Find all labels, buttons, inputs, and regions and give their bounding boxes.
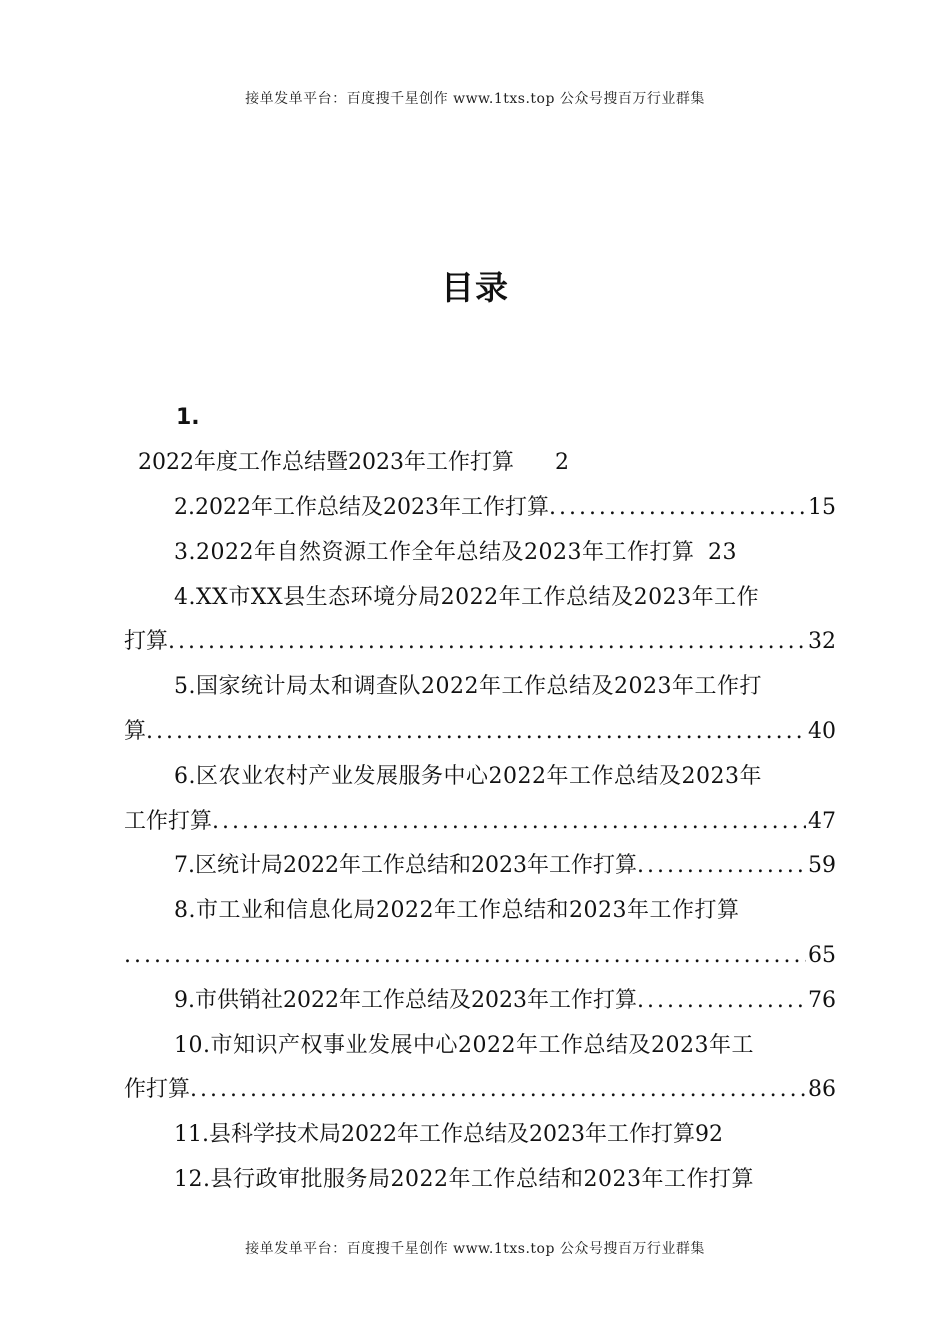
toc-item-3-text: 3.2022年自然资源工作全年总结及2023年工作打算 xyxy=(174,539,695,565)
toc-leader-dots xyxy=(549,486,806,531)
toc-item-5-line-2[interactable] xyxy=(124,710,836,755)
page-title: 目录 xyxy=(441,268,509,307)
toc-item-9[interactable] xyxy=(124,979,836,1024)
toc-leader-dots xyxy=(637,844,806,889)
toc-item-8-text: 8.市工业和信息化局2022年工作总结和2023年工作打算 xyxy=(174,898,740,924)
toc-item-12-text: 12.县行政审批服务局2022年工作总结和2023年工作打算 xyxy=(174,1166,754,1192)
toc-leader-dots xyxy=(212,800,806,845)
toc-item-10-line-1[interactable] xyxy=(124,1024,836,1069)
table-of-contents xyxy=(124,400,836,1203)
toc-item-11[interactable] xyxy=(124,1113,836,1158)
toc-item-6-text-cont: 工作打算 xyxy=(124,808,213,834)
toc-item-2-text: 2.2022年工作总结及2023年工作打算 xyxy=(174,495,549,520)
toc-item-4-line-1[interactable] xyxy=(124,576,836,621)
toc-item-8-line-2[interactable] xyxy=(124,934,836,979)
toc-item-7[interactable] xyxy=(124,844,836,889)
toc-item-5-text: 5.国家统计局太和调查队2022年工作总结及2023年工作打 xyxy=(174,674,762,700)
toc-item-2-page: 15 xyxy=(808,495,836,520)
toc-item-10-text-cont: 作打算 xyxy=(124,1077,191,1103)
toc-item-7-text: 7.区统计局2022年工作总结和2023年工作打算 xyxy=(174,853,637,879)
toc-item-4-text-cont: 打算 xyxy=(124,629,169,655)
toc-item-8-line-1[interactable] xyxy=(124,889,836,934)
toc-item-4-text: 4.XX市XX县生态环境分局2022年工作总结及2023年工作 xyxy=(174,584,760,610)
toc-item-11-page: 92 xyxy=(694,1122,723,1148)
toc-item-2[interactable] xyxy=(124,486,836,531)
toc-item-6-line-2[interactable] xyxy=(124,800,836,845)
toc-item-8-page: 65 xyxy=(808,942,836,968)
toc-leader-dots xyxy=(168,620,806,665)
header-watermark-text: 接单发单平台：百度搜千星创作 www.1txs.top 公众号搜百万行业群集 xyxy=(245,91,705,107)
toc-item-10-line-2[interactable] xyxy=(124,1068,836,1113)
toc-leader-dots xyxy=(146,710,806,755)
toc-item-10-text: 10.市知识产权事业发展中心2022年工作总结及2023年工 xyxy=(174,1032,754,1058)
toc-item-1-text: 2022年度工作总结暨2023年工作打算 xyxy=(138,450,514,475)
toc-item-5-text-cont: 算 xyxy=(124,718,147,744)
toc-item-1[interactable] xyxy=(124,436,836,486)
toc-item-4-line-2[interactable] xyxy=(124,620,836,665)
toc-item-6-line-1[interactable] xyxy=(124,755,836,800)
toc-item-7-page: 59 xyxy=(808,853,836,879)
toc-item-9-page: 76 xyxy=(808,987,836,1013)
toc-item-1-page: 2 xyxy=(554,450,569,475)
toc-item-4-page: 32 xyxy=(808,629,836,655)
toc-item-6-text: 6.区农业农村产业发展服务中心2022年工作总结及2023年 xyxy=(174,763,762,789)
toc-item-5-line-1[interactable] xyxy=(124,665,836,710)
footer-watermark-text: 接单发单平台：百度搜千星创作 www.1txs.top 公众号搜百万行业群集 xyxy=(245,1241,705,1257)
toc-leader-dots xyxy=(124,934,806,979)
toc-item-5-page: 40 xyxy=(808,718,836,744)
toc-item-3-page: 23 xyxy=(707,539,737,565)
toc-item-9-text: 9.市供销社2022年工作总结及2023年工作打算 xyxy=(174,987,637,1013)
toc-item-12[interactable] xyxy=(124,1158,836,1203)
toc-item-11-text: 11.县科学技术局2022年工作总结及2023年工作打算 xyxy=(174,1122,695,1148)
toc-item-3[interactable] xyxy=(124,531,836,576)
toc-item-10-page: 86 xyxy=(808,1077,836,1103)
toc-leader-dots xyxy=(190,1068,806,1113)
toc-item-6-page: 47 xyxy=(808,808,836,834)
toc-item-1-number: 1. xyxy=(176,405,200,430)
toc-leader-dots xyxy=(637,979,806,1024)
